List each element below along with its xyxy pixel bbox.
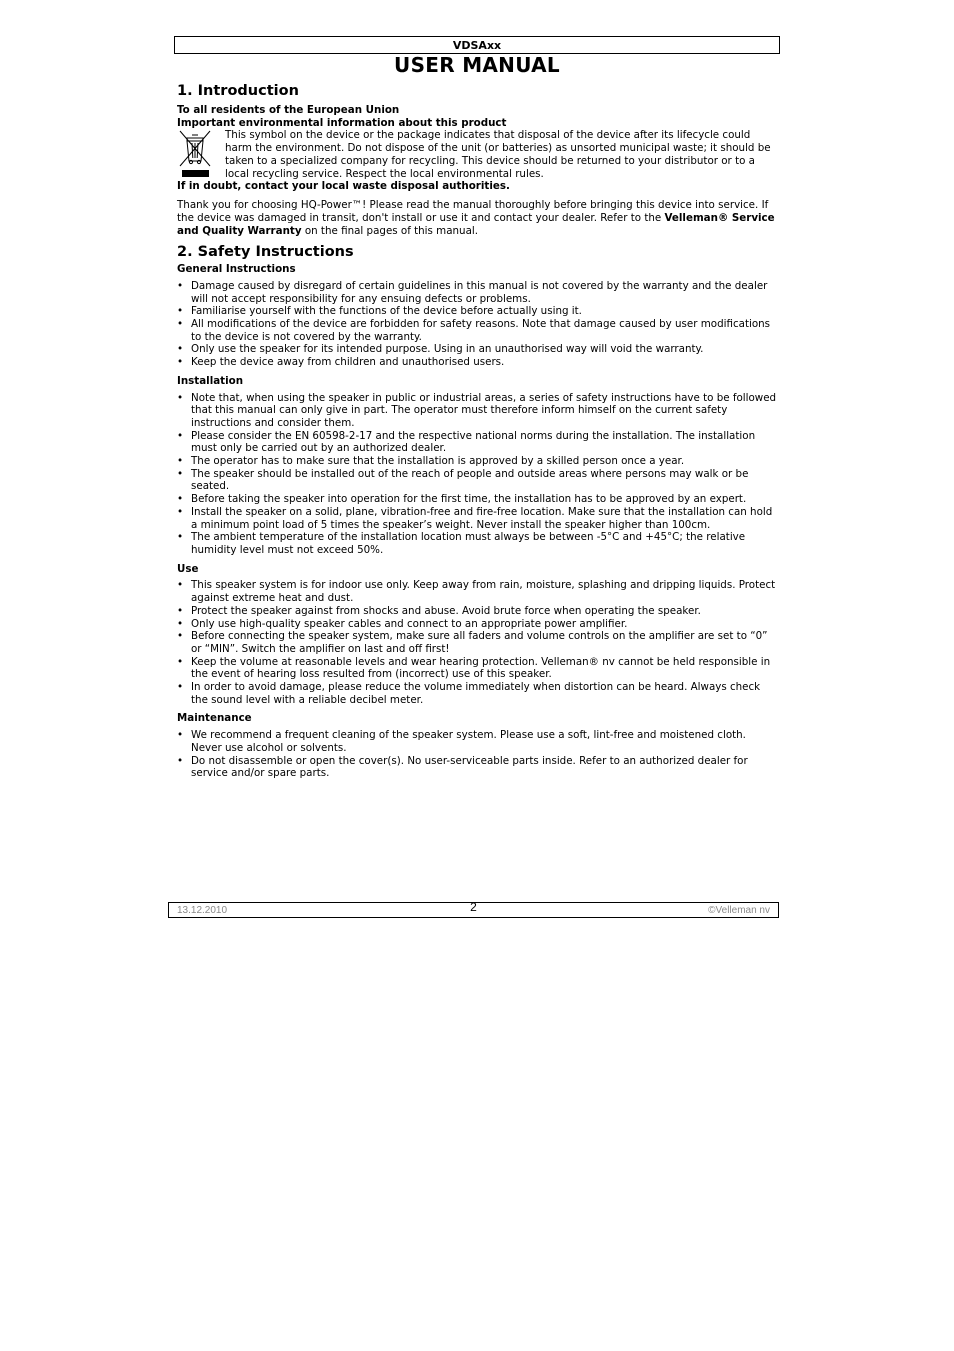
list-item: • Do not disassemble or open the cover(s). No user-serviceable parts inside. Refer to an authorized dealer for service and/or spare parts.	[177, 755, 777, 780]
list-item: • Keep the volume at reasonable levels and wear hearing protection. Velleman® nv cannot be held responsible in the event of hearing loss resulted from (incorrect) use of this speaker.	[177, 656, 777, 681]
list-item: • Before connecting the speaker system, make sure all faders and volume controls on the amplifier are set to “0” or “MIN”. Switch the amplifier on last and off first!	[177, 630, 777, 655]
eu-residents-line: To all residents of the European Union	[177, 104, 400, 116]
list-item: • The ambient temperature of the installation location must always be between -5°C and +45°C; the relative humidity level must not exceed 50%.	[177, 531, 777, 556]
list-item: • Only use the speaker for its intended purpose. Using in an unauthorised way will void the warranty.	[177, 343, 777, 356]
list-item: • Install the speaker on a solid, plane, vibration-free and fire-free location. Make sure that the installation can hold a minimum point load of 5 times the speaker’s weight. Never install the speaker higher than 100cm.	[177, 506, 777, 531]
use-list	[177, 579, 777, 706]
crossed-out-bin-icon	[177, 129, 213, 180]
footer-copyright: ©Velleman nv	[708, 905, 770, 916]
installation-list	[177, 392, 777, 557]
section-introduction-heading: 1. Introduction	[177, 83, 299, 99]
list-item: • Please consider the EN 60598-2-17 and the respective national norms during the installation. The installation must only be carried out by an authorized dealer.	[177, 430, 777, 455]
waste-authorities-line: If in doubt, contact your local waste disposal authorities.	[177, 180, 510, 193]
weee-notice	[177, 129, 777, 180]
section-safety-heading: 2. Safety Instructions	[177, 244, 354, 261]
list-item: • In order to avoid damage, please reduce the volume immediately when distortion can be heard. Always check the sound level with a reliable decibel meter.	[177, 681, 777, 706]
general-instructions-title: General Instructions	[177, 263, 296, 276]
list-item: • Familiarise yourself with the functions of the device before actually using it.	[177, 305, 777, 318]
list-item: • Protect the speaker against from shocks and abuse. Avoid brute force when operating the speaker.	[177, 605, 777, 618]
list-item: • The speaker should be installed out of the reach of people and outside areas where persons may walk or be seated.	[177, 468, 777, 493]
weee-text: This symbol on the device or the package indicates that disposal of the device after its lifecycle could harm the environment. Do not dispose of the unit (or batteries) as unsorted municipal waste; it should be taken to a specialized company for recycling. This device should be returned to your distributor or to a local recycling service. Respect the local environmental rules.	[225, 129, 771, 180]
list-item: • This speaker system is for indoor use only. Keep away from rain, moisture, splashing and dripping liquids. Protect against extreme heat and dust.	[177, 579, 777, 604]
environment-info-line: Important environmental information about this product	[177, 116, 507, 129]
use-title: Use	[177, 562, 199, 575]
maintenance-list	[177, 729, 777, 780]
thanks-text-start: Thank you for choosing HQ-Power™! Please read the manual thoroughly before bringing this device into service. If the device was damaged in transit, don't install or use it and contact your dealer. Refer to the	[177, 199, 769, 224]
document-title: USER MANUAL	[394, 53, 560, 77]
page-footer	[168, 902, 779, 918]
model-header: VDSAxx	[174, 36, 780, 54]
list-item: • All modifications of the device are forbidden for safety reasons. Note that damage caused by user modifications to the device is not covered by the warranty.	[177, 318, 777, 343]
general-instructions-list	[177, 280, 777, 369]
content	[177, 82, 777, 780]
footer-date: 13.12.2010	[177, 905, 228, 916]
list-item: • We recommend a frequent cleaning of the speaker system. Please use a soft, lint-free and moistened cloth. Never use alcohol or solvents.	[177, 729, 777, 754]
list-item: • Before taking the speaker into operation for the first time, the installation has to be approved by an expert.	[177, 493, 777, 506]
page-number: 2	[470, 900, 477, 914]
list-item: • The operator has to make sure that the installation is approved by a skilled person once a year.	[177, 455, 777, 468]
installation-title: Installation	[177, 374, 244, 387]
warranty-reference: Velleman® Service and Quality Warranty	[177, 211, 775, 237]
maintenance-title: Maintenance	[177, 712, 252, 725]
thanks-paragraph	[177, 199, 777, 237]
list-item: • Damage caused by disregard of certain guidelines in this manual is not covered by the warranty and the dealer will not accept responsibility for any ensuing defects or problems.	[177, 280, 777, 305]
list-item: • Only use high-quality speaker cables and connect to an appropriate power amplifier.	[177, 618, 777, 631]
list-item: • Note that, when using the speaker in public or industrial areas, a series of safety instructions have to be followed that this manual can only give in part. The operator must therefore inform himself on the current safety instructions and consider them.	[177, 392, 777, 430]
list-item: • Keep the device away from children and unauthorised users.	[177, 356, 777, 369]
thanks-text-end: on the final pages of this manual.	[301, 224, 479, 237]
